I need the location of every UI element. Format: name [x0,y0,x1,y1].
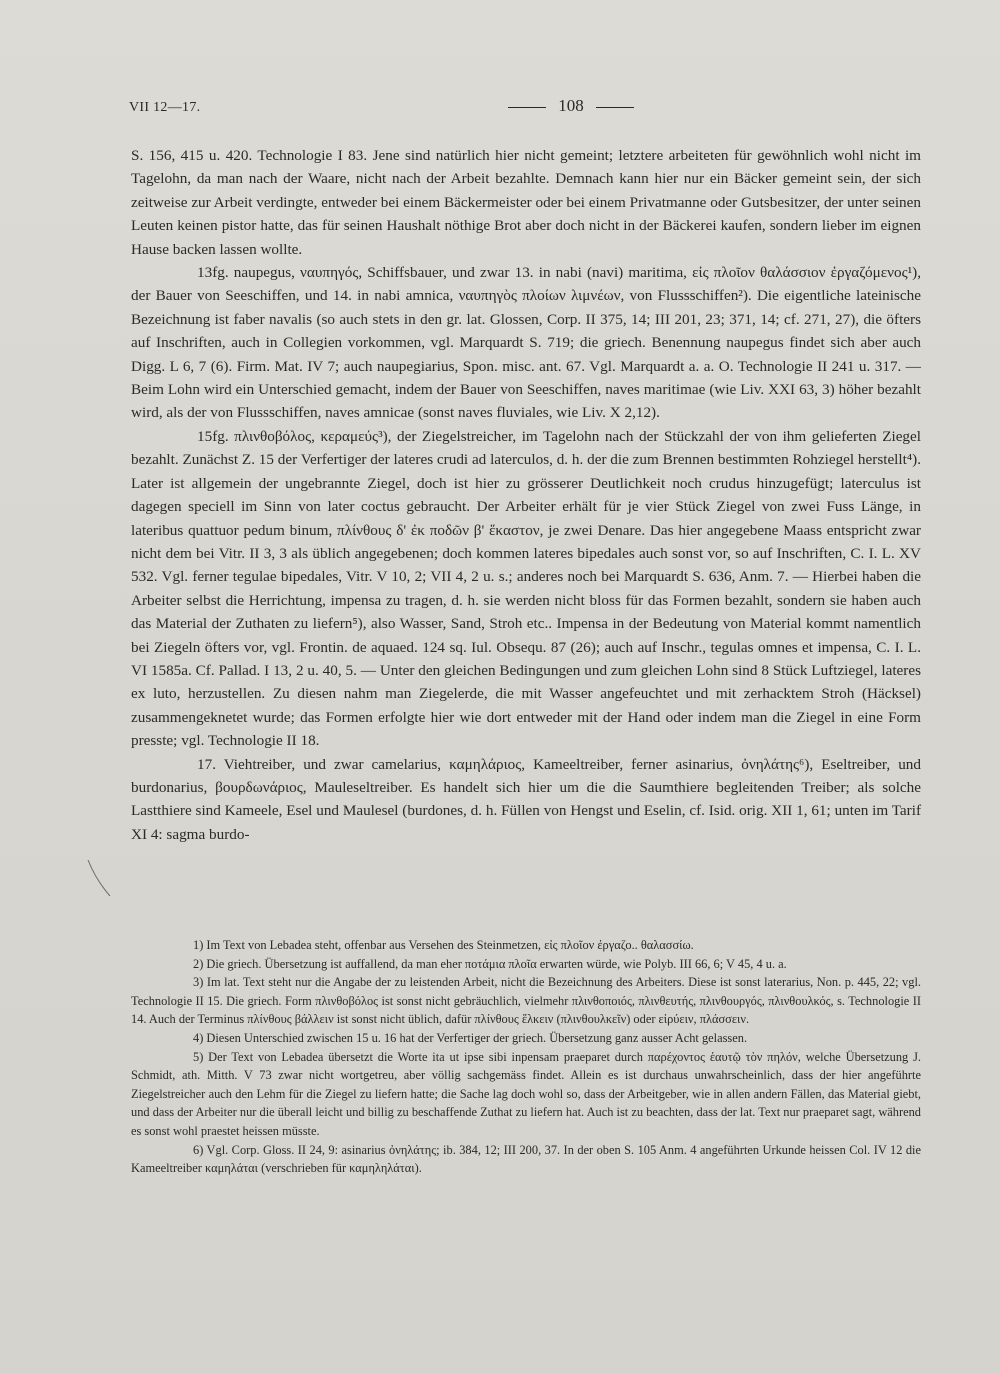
footnote-4: 4) Diesen Unterschied zwischen 15 u. 16 hat der Verfertiger der griech. Übersetzung ganz ausser Acht gelassen. [193,1030,748,1045]
footnote-6: 6) Vgl. Corp. Gloss. II 24, 9: asinarius ὀνηλάτης; ib. 384, 12; III 200, 37. In der oben S. 105 Anm. 4 angeführten Urkunde heissen Col. IV 12 die Kameeltreiber καμηλάται (verschrieben für καμηληλάται). [131,1142,921,1176]
footnote-3: 3) Im lat. Text steht nur die Angabe der zu leistenden Arbeit, nicht die Bezeichnung des Arbeiters. Diese ist sonst laterarius, Non. p. 445, 22; vgl. Technologie II 15. Die griech. Form πλινθοβόλος ist sonst nicht gebräuchlich, vielmehr πλινθοποιός, πλινθευτής, πλινθουργός, πλινθουλκός, s. Technologie II 14. Auch der Terminus πλίνθους βάλλειν ist sonst nicht üblich, dafür πλίνθους ἕλκειν (πλινθουλκεῖν) oder εἰρύειν, πλάσσειν. [131,975,921,1027]
margin-pencil-mark [84,858,114,898]
paragraph-12: S. 156, 415 u. 420. Technologie I 83. Jene sind natürlich hier nicht gemeint; letztere arbeiteten für gewöhnlich wohl nicht im Tagelohn, da man nach der Waare, nicht nach der Arbeit bezahlte. Demnach kann hier nur ein Bäcker gemeint sein, der sich zeitweise zur Arbeit verdingte, entweder bei einem Bäckermeister oder bei einem Privatmanne oder Gutsbesitzer, der unter seinen Leuten keinen pistor hatte, das für seinen Haushalt nöthige Brot aber doch nicht in der Bäckerei kaufen, sondern lieber im eignen Hause backen lassen wollte. [131,147,921,258]
section-reference: VII 12—17. [129,100,201,115]
paragraph-15: 15fg. πλινθοβόλος, κεραμεύς³), der Ziegelstreicher, im Tagelohn nach der Stückzahl der von ihm gelieferten Ziegel bezahlt. Zunächst Z. 15 der Verfertiger der lateres crudi ad laterculos, d. h. der die zum Brennen bestimmten Rohziegel herstellt⁴). Later ist allgemein der ungebrannte Ziegel, doch ist hier zu grösserer Deutlichkeit noch crudus hinzugefügt; laterculus ist dagegen speciell im Sinn von later coctus gebraucht. Der Arbeiter erhält für je vier Stück Ziegel von zwei Fuss Länge, in lateribus quattuor pedum binum, πλίνθους δ' ἐκ ποδῶν β' ἕκαστον, je zwei Denare. Das hier angegebene Maass entspricht zwar nicht dem bei Vitr. II 3, 3 als üblich angegebenen; doch kommen lateres bipedales auch sonst vor, so auf Inschriften, C. I. L. XV 532. Vgl. ferner tegulae bipedales, Vitr. V 10, 2; VII 4, 2 u. s.; anderes noch bei Marquardt S. 636, Anm. 7. — Hierbei haben die Arbeiter selbst die Herrichtung, impensa zu tragen, d. h. sie werden nicht bloss für das Formen bezahlt, sondern sie haben auch das Material der Zuthaten zu liefern⁵), also Wasser, Sand, Stroh etc.. Impensa in der Bedeutung von Material kommt namentlich bei Ziegeln öfters vor, vgl. Frontin. de aquaed. 124 sq. Iul. Obsequ. 87 (26); auch auf Inschr., tegulas omnes et impensa, C. I. L. VI 1585a. Cf. Pallad. I 13, 2 u. 40, 5. — Unter den gleichen Bedingungen und zum gleichen Lohn sind 8 Stück Luftziegel, lateres ex luto, herzustellen. Zu diesen nahm man Ziegelerde, die mit Wasser angefeuchtet und mit zerhacktem Stroh (Häcksel) zusammengeknetet wurde; das Formen erfolgte hier wie dort entweder mit der Hand oder indem man die Ziegel in eine Form presste; vgl. Technologie II 18. [131,427,921,750]
paragraph-17: 17. Viehtreiber, und zwar camelarius, καμηλάριος, Kameeltreiber, ferner asinarius, ὀνηλάτης⁶), Eseltreiber, und burdonarius, βουρδωνάριος, Mauleseltreiber. Es handelt sich hier um die die Saumthiere begleitenden Treiber; als solche Lastthiere sind Kameele, Esel und Maulesel (burdones, d. h. Füllen von Hengst und Eselin, cf. Isid. orig. XII 1, 61; unten im Tarif XI 4: sagma burdo- [131,755,921,843]
footnotes [131,936,921,1178]
footnote-2: 2) Die griech. Übersetzung ist auffallend, da man eher ποτάμια πλοῖα erwarten würde, wie Polyb. III 66, 6; V 45, 4 u. a. [193,956,787,971]
page-number: 108 [451,96,691,116]
paragraph-13: 13fg. naupegus, ναυπηγός, Schiffsbauer, und zwar 13. in nabi (navi) maritima, εἰς πλοῖον θαλάσσιον ἐργαζόμενος¹), der Bauer von Seeschiffen, und 14. in nabi amnica, ναυπηγὸς πλοίων λιμνέων, von Flussschiffen²). Die eigentliche lateinische Bezeichnung ist faber navalis (so auch stets in den gr. lat. Glossen, Corp. II 375, 14; III 201, 23; 371, 14; cf. 271, 27), die öfters auf Inschriften, auch in Collegien vorkommen, vgl. Marquardt S. 719; die griech. Benennung naupegus findet sich aber auch Digg. L 6, 7 (6). Firm. Mat. IV 7; auch naupegiarius, Spon. misc. ant. 67. Vgl. Marquardt a. a. O. Technologie II 241 u. 317. — Beim Lohn wird ein Unterschied gemacht, indem der Bauer von Seeschiffen, naves maritimae (wie Liv. XXI 63, 3) höher bezahlt wird, als der von Flussschiffen, naves amnicae (sonst naves fluviales, wie Liv. X 2,12). [131,264,921,422]
footnote-1: 1) Im Text von Lebadea steht, offenbar aus Versehen des Steinmetzen, εἰς πλοῖον ἐργαζο.. θαλασσίω. [193,938,694,952]
running-header [129,96,919,120]
footnote-5: 5) Der Text von Lebadea übersetzt die Worte ita ut ipse sibi inpensam praeparet durch παρέχοντος ἑαυτῷ τὸν πηλόν, welche Übersetzung J. Schmidt, ath. Mitth. V 73 zwar nicht wortgetreu, aber völlig sachgemäss findet. Allein es ist durchaus unwahrscheinlich, dass der hier angeführte Ziegelstreicher auch den Lehm für die Ziegel zu liefern hatte; die Sache lag doch wohl so, dass der Arbeitgeber, wie in allen andern Fällen, das Material giebt, und dass der Arbeiter nur die überall leicht und billig zu beschaffende Zuthat zu liefern hat. Auch ist zu beachten, dass der lat. Text nur praeparet sagt, während es sonst wohl praestet heissen müsste. [131,1049,921,1138]
main-text [131,144,921,846]
